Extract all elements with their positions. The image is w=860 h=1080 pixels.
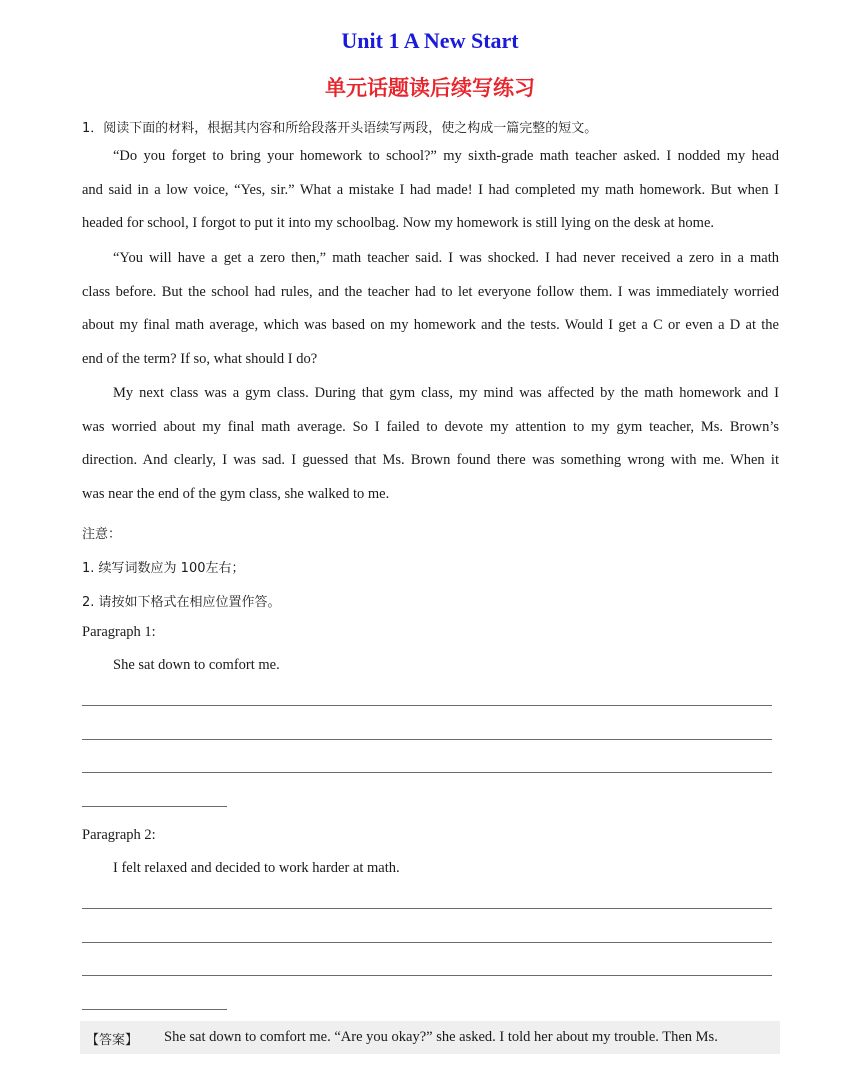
passage-p2-line: end of the term? If so, what should I do? (82, 351, 318, 367)
answer-line[interactable] (82, 806, 227, 807)
page-title: Unit 1 A New Start (341, 28, 519, 53)
passage-p3-line: direction. And clearly, I was sad. I guessed that Ms. Brown found there was something wrong with me. When it (82, 452, 779, 468)
passage-p3-line: was near the end of the gym class, she walked to me. (82, 486, 390, 502)
page-subtitle: 单元话题读后续写练习 (325, 76, 535, 100)
passage-p1-line: “Do you forget to bring your homework to school?” my sixth-grade math teacher asked. I nodded my head (113, 148, 779, 164)
question-instruction (82, 117, 779, 136)
paragraph1-label: Paragraph 1: (82, 624, 156, 640)
paragraph2-label: Paragraph 2: (82, 827, 156, 843)
answer-tag: 【答案】 (86, 1033, 139, 1048)
passage-p2-line: “You will have a get a zero then,” math teacher said. I was shocked. I had never received a zero in a math (113, 250, 779, 266)
answer-line[interactable] (82, 975, 772, 976)
paragraph2-opening: I felt relaxed and decided to work harder at math. (113, 860, 400, 876)
answer-line[interactable] (82, 705, 772, 706)
passage-p1-line: headed for school, I forgot to put it into my schoolbag. Now my homework is still lying on the desk at home. (82, 215, 715, 231)
answer-line[interactable] (82, 1009, 227, 1010)
answer-line[interactable] (82, 908, 772, 909)
notes-item: 2. 请按如下格式在相应位置作答。 (82, 595, 281, 610)
passage-p1-line: and said in a low voice, “Yes, sir.” What a mistake I had made! I had completed my math homework. But when I (82, 182, 779, 198)
notes-item: 1. 续写词数应为 100左右； (82, 561, 245, 576)
answer-box (80, 1021, 780, 1054)
answer-line[interactable] (82, 942, 772, 943)
answer-line[interactable] (82, 739, 772, 740)
passage-p2-line: about my final math average, which was based on my homework and the tests. Would I get a C or even a D at the (82, 317, 779, 333)
answer-text: She sat down to comfort me. “Are you okay?” she asked. I told her about my trouble. Then Ms. (164, 1029, 718, 1045)
notes-heading: 注意： (82, 527, 122, 542)
question-number: 1． (82, 121, 104, 136)
answer-line[interactable] (82, 772, 772, 773)
instruction-text: 阅读下面的材料，根据其内容和所给段落开头语续写两段，使之构成一篇完整的短文。 (103, 121, 598, 136)
passage-p3-line: was worried about my final math average. So I failed to devote my attention to my gym teacher, Ms. Brown’s (82, 419, 779, 435)
paragraph1-opening: She sat down to comfort me. (113, 657, 280, 673)
passage-p2-line: class before. But the school had rules, and the teacher had to let everyone follow them. I was immediately worried (82, 284, 779, 300)
passage-p3-line: My next class was a gym class. During that gym class, my mind was affected by the math homework and I (113, 385, 779, 401)
